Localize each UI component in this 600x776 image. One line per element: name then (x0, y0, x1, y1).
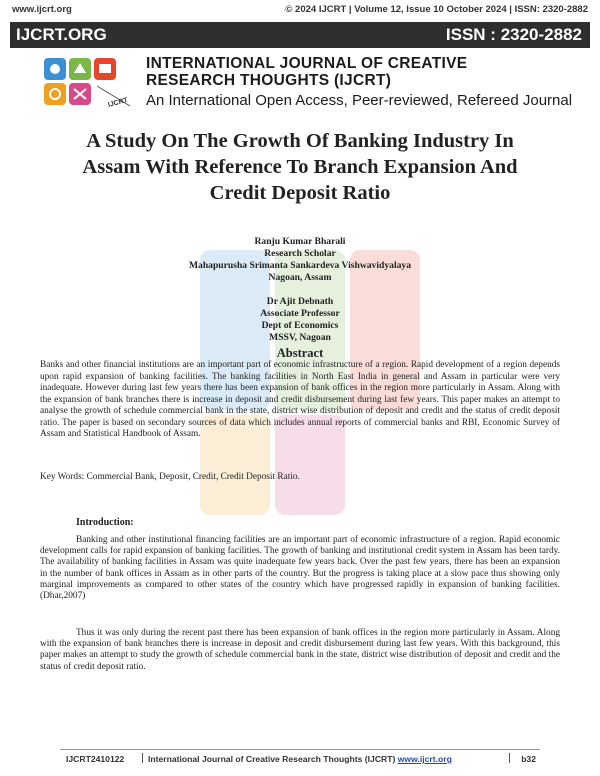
abstract-text: Banks and other financial institutions are an important part of economic infrastructure of a region. Rapid development of a region depends upon rapid expansion of banking facilities. The banking facilities in North East India in general and Assam in particular were very inadequate. However during last few years there has been expansion of bank offices in the region more particularly in Assam. Along with the expansion of bank branches there is increase in deposit and credit disbursement during last few years. This paper makes an attempt to analyse the growth of schedule commercial bank in the state, district wise distribution of deposit and credit and the status of credit deposit ratio. The paper is based on secondary sources of data which includes annual reports of commercial banks and RBI, Economic Survey of Assam and Statistical Handbook of Assam. (40, 360, 560, 439)
journal-banner-bar (10, 22, 590, 48)
title-line2: Assam With Reference To Branch Expansion And (82, 156, 518, 178)
author-2 (100, 296, 500, 344)
author-affiliation: Mahapurusha Srimanta Sankardeva Vishwavidyalaya (188, 260, 412, 271)
author-affiliation: Dept of Economics (261, 320, 339, 331)
footer-journal (148, 754, 452, 764)
introduction-heading: Introduction: (76, 517, 134, 528)
page-footer (60, 749, 540, 764)
author-location: MSSV, Nagoan (269, 332, 331, 343)
journal-name-line2: RESEARCH THOUGHTS (IJCRT) (146, 72, 392, 89)
author-role: Associate Professor (260, 308, 340, 319)
citation-info: © 2024 IJCRT | Volume 12, Issue 10 October 2024 | ISSN: 2320-2882 (285, 4, 588, 15)
keywords: Key Words: Commercial Bank, Deposit, Credit, Credit Deposit Ratio. (40, 472, 300, 482)
site-url[interactable]: www.ijcrt.org (12, 4, 72, 15)
footer-divider (142, 753, 143, 763)
introduction-paragraph-2: Thus it was only during the recent past there has been expansion of bank offices in the region more particularly in Assam. Along with the expansion of bank branches there is increase in deposit and credit disbursement during last few years. With this background, this paper makes an attempt to study the growth of schedule commercial bank in the state, district wise distribution of deposit and credit and the status of credit deposit ratio. (40, 628, 560, 672)
author-location: Nagoan, Assam (268, 272, 332, 283)
abstract-heading: Abstract (276, 346, 324, 360)
journal-name-line1: INTERNATIONAL JOURNAL OF CREATIVE (146, 55, 468, 72)
journal-name (146, 55, 586, 89)
footer-url-link[interactable]: www.ijcrt.org (397, 754, 452, 764)
banner-issn: ISSN : 2320-2882 (445, 25, 582, 44)
footer-paper-id: IJCRT2410122 (66, 754, 125, 764)
title-line3: Credit Deposit Ratio (209, 182, 391, 204)
journal-tagline: An International Open Access, Peer-reviewed, Refereed Journal (146, 92, 573, 109)
author-name: Ranju Kumar Bharali (254, 236, 346, 247)
author-name: Dr Ajit Debnath (266, 296, 334, 307)
author-1 (100, 236, 500, 284)
footer-divider (509, 753, 510, 763)
top-header-line (12, 4, 588, 16)
paper-title (30, 128, 570, 206)
author-role: Research Scholar (264, 248, 336, 259)
introduction-paragraph-1: Banking and other institutional financing facilities are an important part of economic infrastructure of a region. Rapid economic development calls for rapid expansion of banking facilities. The growth of banking and institutional credit system in Assam has been tardy. The availability of banking facilities in Assam was quite inadequate few years back. Over the past few years, there has been an expansion in the number of bank offices in Assam as in other parts of the country. But the progress is taking place at a slow pace thus showing only marginal improvements as compared to other states of the country which have progressed rapidly in expansion of banking facilities.(Dhar,2007) (40, 535, 560, 602)
footer-journal-name: International Journal of Creative Research Thoughts (IJCRT) (148, 754, 396, 764)
title-line1: A Study On The Growth Of Banking Industry In (86, 130, 514, 152)
author-section (100, 236, 500, 344)
svg-text:IJCRT: IJCRT (107, 96, 129, 109)
banner-site-name: IJCRT.ORG (16, 25, 107, 44)
footer-page-number: b32 (521, 754, 536, 764)
ijcrt-logo-icon (42, 56, 136, 110)
